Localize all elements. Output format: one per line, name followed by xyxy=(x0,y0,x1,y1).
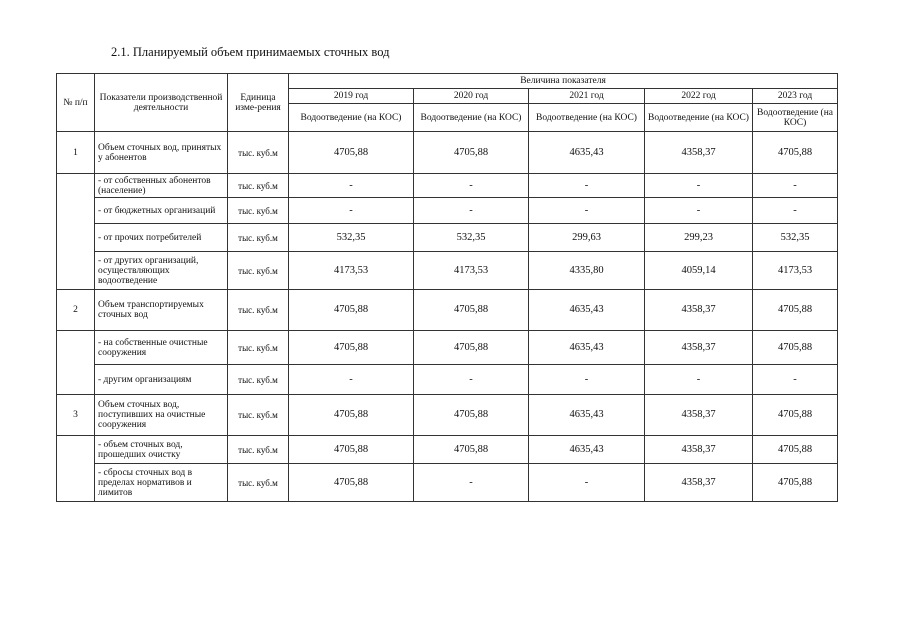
row-unit: тыс. куб.м xyxy=(228,198,289,224)
row-unit: тыс. куб.м xyxy=(228,132,289,174)
row-value: 4635,43 xyxy=(529,132,645,174)
row-value: 4705,88 xyxy=(289,132,414,174)
header-unit: Единица изме-рения xyxy=(228,74,289,132)
row-indicator: - на собственные очистные сооружения xyxy=(95,331,228,365)
row-value: - xyxy=(414,198,529,224)
row-value: 4635,43 xyxy=(529,436,645,464)
row-value: 4705,88 xyxy=(414,132,529,174)
row-value: - xyxy=(529,464,645,502)
row-value: - xyxy=(645,198,753,224)
row-value: 4335,80 xyxy=(529,252,645,290)
row-unit: тыс. куб.м xyxy=(228,436,289,464)
row-value: 4059,14 xyxy=(645,252,753,290)
row-value: - xyxy=(753,365,838,395)
row-value: 532,35 xyxy=(414,224,529,252)
row-value: 4358,37 xyxy=(645,132,753,174)
row-value: 532,35 xyxy=(289,224,414,252)
row-value: 4358,37 xyxy=(645,331,753,365)
header-year: 2023 год xyxy=(753,89,838,104)
row-number xyxy=(57,174,95,290)
row-number: 1 xyxy=(57,132,95,174)
row-value: - xyxy=(414,174,529,198)
row-value: 4358,37 xyxy=(645,436,753,464)
row-value: 4635,43 xyxy=(529,395,645,436)
header-sub: Водоотведение (на КОС) xyxy=(529,104,645,132)
row-value: 4635,43 xyxy=(529,331,645,365)
row-number: 2 xyxy=(57,290,95,331)
table-row xyxy=(57,174,838,198)
row-value: 4358,37 xyxy=(645,395,753,436)
row-unit: тыс. куб.м xyxy=(228,224,289,252)
row-value: 4705,88 xyxy=(414,331,529,365)
row-unit: тыс. куб.м xyxy=(228,395,289,436)
row-value: - xyxy=(414,365,529,395)
document-title: 2.1. Планируемый объем принимаемых сточных вод xyxy=(111,45,390,59)
row-unit: тыс. куб.м xyxy=(228,252,289,290)
row-value: - xyxy=(753,198,838,224)
row-unit: тыс. куб.м xyxy=(228,331,289,365)
row-unit: тыс. куб.м xyxy=(228,464,289,502)
row-indicator: - от прочих потребителей xyxy=(95,224,228,252)
row-value: - xyxy=(529,198,645,224)
row-indicator: - объем сточных вод, прошедших очистку xyxy=(95,436,228,464)
row-value: - xyxy=(645,365,753,395)
row-indicator: Объем транспортируемых сточных вод xyxy=(95,290,228,331)
row-indicator: Объем сточных вод, принятых у абонентов xyxy=(95,132,228,174)
row-indicator: - сбросы сточных вод в пределах нормативов и лимитов xyxy=(95,464,228,502)
row-indicator: Объем сточных вод, поступивших на очистные сооружения xyxy=(95,395,228,436)
header-year: 2021 год xyxy=(529,89,645,104)
row-value: - xyxy=(529,174,645,198)
row-number xyxy=(57,331,95,395)
row-value: 4705,88 xyxy=(753,436,838,464)
table-row xyxy=(57,436,838,464)
header-year: 2022 год xyxy=(645,89,753,104)
row-value: 4173,53 xyxy=(753,252,838,290)
table-row xyxy=(57,290,838,331)
table-row xyxy=(57,331,838,365)
row-value: 4173,53 xyxy=(414,252,529,290)
row-value: - xyxy=(289,198,414,224)
row-value: 4705,88 xyxy=(753,331,838,365)
row-indicator: - от бюджетных организаций xyxy=(95,198,228,224)
header-year: 2020 год xyxy=(414,89,529,104)
header-indicator: Показатели производственной деятельности xyxy=(95,74,228,132)
table-row xyxy=(57,224,838,252)
row-value: 4173,53 xyxy=(289,252,414,290)
row-unit: тыс. куб.м xyxy=(228,365,289,395)
row-value: 4358,37 xyxy=(645,290,753,331)
row-value: 299,63 xyxy=(529,224,645,252)
row-value: 4705,88 xyxy=(289,290,414,331)
row-value: 4705,88 xyxy=(753,395,838,436)
table-row xyxy=(57,365,838,395)
row-number: 3 xyxy=(57,395,95,436)
header-sub: Водоотведение (на КОС) xyxy=(753,104,838,132)
row-unit: тыс. куб.м xyxy=(228,174,289,198)
header-year: 2019 год xyxy=(289,89,414,104)
table-row xyxy=(57,198,838,224)
row-indicator: - от других организаций, осуществляющих водоотведение xyxy=(95,252,228,290)
row-value: 4705,88 xyxy=(414,290,529,331)
row-value: 4705,88 xyxy=(753,464,838,502)
row-value: - xyxy=(289,365,414,395)
row-value: 4705,88 xyxy=(289,436,414,464)
row-value: 4705,88 xyxy=(414,395,529,436)
row-indicator: - от собственных абонентов (население) xyxy=(95,174,228,198)
row-value: 4705,88 xyxy=(289,395,414,436)
row-value: 4358,37 xyxy=(645,464,753,502)
row-value: - xyxy=(289,174,414,198)
table-row xyxy=(57,395,838,436)
row-value: - xyxy=(529,365,645,395)
header-value-group: Величина показателя xyxy=(289,74,838,89)
row-value: 4705,88 xyxy=(753,132,838,174)
table-row xyxy=(57,132,838,174)
row-value: 299,23 xyxy=(645,224,753,252)
header-sub: Водоотведение (на КОС) xyxy=(289,104,414,132)
row-value: 4635,43 xyxy=(529,290,645,331)
row-value: 532,35 xyxy=(753,224,838,252)
row-value: 4705,88 xyxy=(414,436,529,464)
table-row xyxy=(57,252,838,290)
row-value: 4705,88 xyxy=(289,331,414,365)
header-sub: Водоотведение (на КОС) xyxy=(645,104,753,132)
header-sub: Водоотведение (на КОС) xyxy=(414,104,529,132)
row-number xyxy=(57,436,95,502)
row-value: - xyxy=(645,174,753,198)
wastewater-table xyxy=(56,73,838,502)
row-indicator: - другим организациям xyxy=(95,365,228,395)
row-value: - xyxy=(753,174,838,198)
header-num: № п/п xyxy=(57,74,95,132)
row-unit: тыс. куб.м xyxy=(228,290,289,331)
row-value: - xyxy=(414,464,529,502)
row-value: 4705,88 xyxy=(753,290,838,331)
table-row xyxy=(57,464,838,502)
row-value: 4705,88 xyxy=(289,464,414,502)
